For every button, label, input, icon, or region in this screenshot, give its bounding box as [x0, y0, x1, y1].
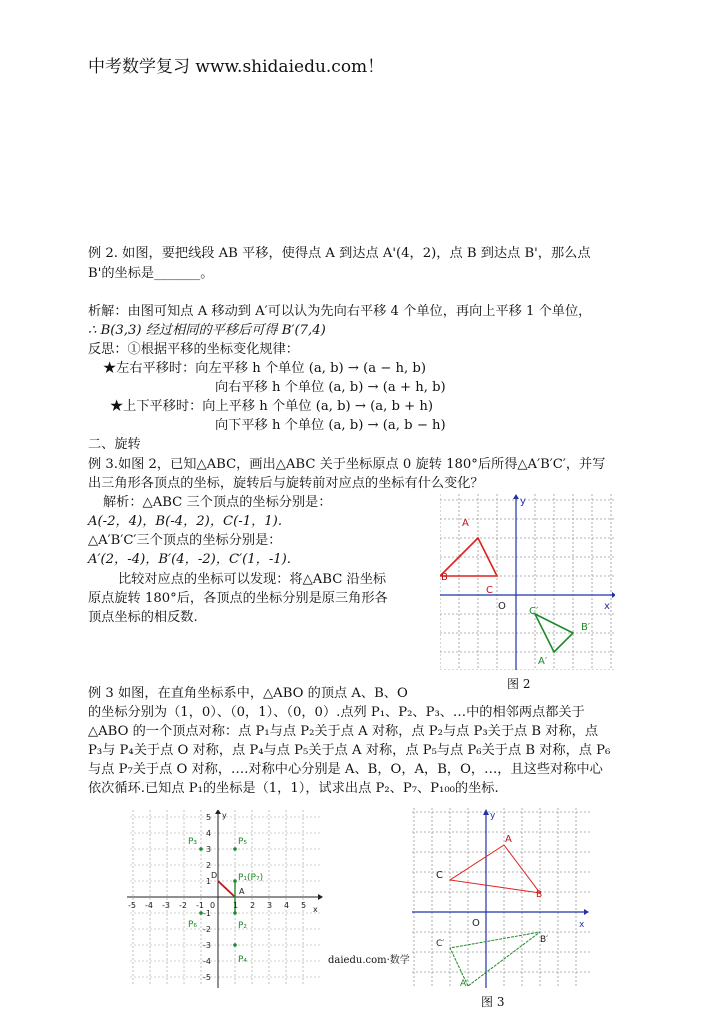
ex3-s4: A′(2，-4)，B′(4，-2)，C′(1，-1). [88, 552, 291, 567]
label-p4: P₄ [238, 955, 248, 965]
ex2-analysis2: ∴ B(3,3) 经过相同的平移后可得 B′(7,4) [88, 323, 326, 338]
triangle-abc-prime [450, 932, 540, 986]
triangle-abc [450, 845, 540, 893]
ex2-line2: B'的坐标是_______。 [88, 266, 214, 281]
ex2-rule-lr-2: 向右平移 h 个单位 (a, b) → (a + h, b) [215, 380, 446, 395]
x-tick: 1 [233, 901, 239, 910]
ex3b-line1: 例 3 如图，在直角坐标系中，△ABO 的顶点 A、B、O [88, 686, 408, 701]
label-p3: P₃ [188, 837, 198, 847]
label-b-prime: B′ [540, 935, 549, 945]
ex3-line1: 例 3.如图 2，已知△ABC，画出△ABC 关于坐标原点 0 旋转 180°后所得△A′B′C′，并写 [88, 457, 606, 472]
x-tick: 4 [284, 901, 290, 910]
figure-3 [412, 808, 590, 988]
y-tick: 4 [206, 829, 212, 838]
label-y: y [490, 811, 496, 821]
label-a-prime: A′ [538, 656, 548, 667]
ex3-s3: △A′B′C′三个顶点的坐标分别是： [88, 533, 282, 548]
label-x: x [579, 920, 585, 930]
label-a: A [462, 518, 469, 529]
ex3-s1: 解析：△ABC 三个顶点的坐标分别是： [103, 495, 332, 510]
y-tick: 1 [206, 877, 212, 886]
label-d: D [211, 871, 218, 880]
watermark: daiedu.com·数学 [328, 955, 410, 966]
label-c: C [436, 870, 443, 881]
y-tick: 2 [206, 861, 212, 870]
y-tick: -4 [203, 957, 211, 966]
figure-3-caption: 图 3 [481, 995, 505, 1009]
label-c-prime: C′ [436, 939, 445, 949]
label-b: B [536, 890, 543, 900]
label-p5: P₅ [238, 837, 248, 847]
ex3b-line3: △ABO 的一个顶点对称：点 P₁与点 P₂关于点 A 对称，点 P₂与点 P₃关于点 B 对称，点 [88, 724, 599, 739]
label-a: A [239, 887, 245, 896]
ex2-line1: 例 2. 如图，要把线段 AB 平移，使得点 A 到达点 A'(4，2)，点 B 到达点 B'，那么点 [88, 246, 591, 261]
y-tick: -1 [203, 909, 211, 918]
label-c-prime: C′ [529, 606, 539, 617]
y-tick: -2 [203, 925, 211, 934]
label-p6: P₆ [188, 920, 198, 930]
x-tick: 0 [210, 901, 216, 910]
ex3b-line4: P₃与 P₄关于点 O 对称，点 P₄与点 P₅关于点 A 对称，点 P₅与点 P₆关于点 B 对称，点 P₆ [88, 743, 611, 758]
section-title: 二、旋转 [88, 437, 141, 452]
y-tick: -3 [203, 941, 211, 950]
x-tick: 2 [250, 901, 256, 910]
label-b: B [441, 572, 448, 583]
y-tick: 5 [206, 813, 212, 822]
x-tick: -1 [196, 901, 204, 910]
ex3b-line6: 依次循环.已知点 P₁的坐标是（1，1），试求出点 P₂、P₇、P₁₀₀的坐标. [88, 781, 499, 796]
ex3-s6: 原点旋转 180°后，各顶点的坐标分别是原三角形各 [88, 591, 388, 606]
ex3-s2: A(-2，4)，B(-4，2)，C(-1，1). [88, 514, 283, 529]
label-p2: P₂ [238, 921, 248, 931]
ex2-analysis1: 析解：由图可知点 A 移动到 A′可以认为先向右平移 4 个单位，再向上平移 1 个单位， [88, 304, 592, 319]
label-p1-p7: P₁(P₇) [238, 873, 264, 883]
ex2-reflect: 反思：①根据平移的坐标变化规律： [88, 342, 299, 357]
label-c: C [486, 585, 493, 596]
x-tick: 5 [301, 901, 307, 910]
ex3-s7: 顶点坐标的相反数. [88, 610, 198, 625]
ex3-s5: 比较对应点的坐标可以发现：将△ABC 沿坐标 [118, 572, 387, 587]
label-a-prime: A′ [460, 979, 469, 988]
x-tick: -4 [145, 901, 153, 910]
x-tick: -2 [179, 901, 187, 910]
label-a: A [505, 834, 512, 845]
label-x: x [604, 601, 610, 612]
figure-2-caption: 图 2 [507, 677, 531, 691]
label-y: y [520, 496, 526, 507]
y-tick: -5 [203, 973, 211, 982]
label-y: y [222, 811, 227, 820]
ex3b-line5: 与点 P₇关于点 O 对称，….对称中心分别是 A、B，O，A，B，O，…，且这些对称中心 [88, 762, 603, 777]
label-x: x [313, 905, 318, 914]
figure-points [125, 810, 325, 990]
figure-2 [440, 494, 615, 670]
ex2-rule-ud-1: ★上下平移时：向上平移 h 个单位 (a, b) → (a, b + h) [110, 399, 434, 414]
y-tick: 3 [206, 845, 212, 854]
x-tick: -3 [162, 901, 170, 910]
ex2-rule-ud-2: 向下平移 h 个单位 (a, b) → (a, b − h) [215, 418, 446, 433]
ex3-line2: 出三角形各顶点的坐标，旋转后与旋转前对应点的坐标有什么变化？ [88, 476, 484, 491]
ex2-rule-lr-1: ★左右平移时：向左平移 h 个单位 (a, b) → (a − h, b) [103, 361, 427, 376]
page-header: 中考数学复习 www.shidaiedu.com！ [88, 57, 385, 77]
x-tick: 3 [267, 901, 273, 910]
x-tick: -5 [128, 901, 136, 910]
label-origin: O [498, 601, 506, 612]
label-origin: O [472, 918, 480, 929]
label-b-prime: B′ [581, 622, 591, 633]
ex3b-line2: 的坐标分别为（1，0）、（0，1）、（0，0）.点列 P₁、P₂、P₃、…中的相邻两点都关于 [88, 705, 585, 720]
